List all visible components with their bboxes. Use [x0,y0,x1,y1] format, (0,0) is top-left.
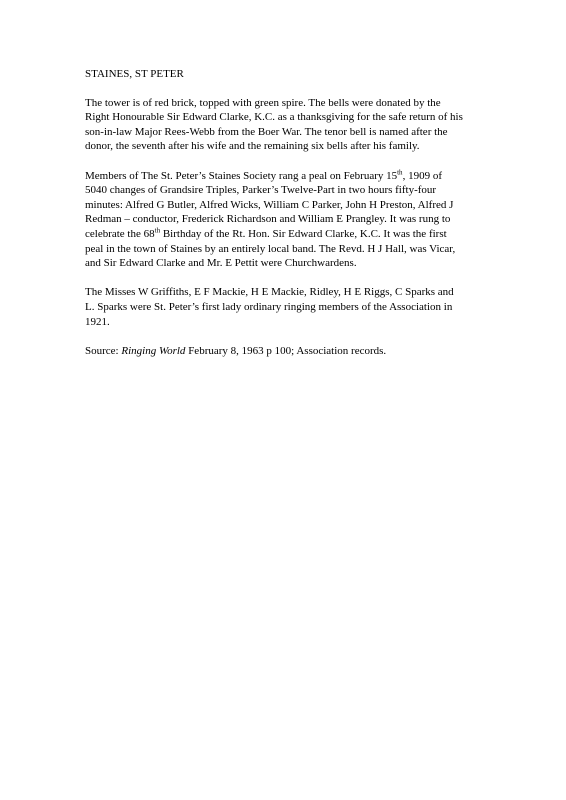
text-line: peal in the town of Staines by an entirely local band. The Revd. H J Hall, was Vicar, [85,242,456,255]
text-line [85,169,485,184]
text-line: The tower is of red brick, topped with green spire. The bells were donated by the [85,96,441,109]
text-line: 1921. [85,315,110,328]
paragraph-tower-description [85,96,485,154]
source-publication: Ringing World [121,344,186,357]
document-body [85,67,485,373]
text-run: Members of The St. Peter’s Staines Society rang a peal on February 15 [85,169,398,182]
text-line: son-in-law Major Rees-Webb from the Boer War. The tenor bell is named after the [85,125,448,138]
text-line: The Misses W Griffiths, E F Mackie, H E Mackie, Ridley, H E Riggs, C Sparks and [85,286,454,299]
text-line: L. Sparks were St. Peter’s first lady ordinary ringing members of the Association in [85,300,453,313]
document-title: STAINES, ST PETER [85,68,184,80]
ordinal-suffix: th [397,167,403,176]
text-line: minutes: Alfred G Butler, Alfred Wicks, William C Parker, John H Preston, Alfred J [85,198,454,211]
text-run: , 1909 of [402,169,442,182]
text-line [85,227,485,242]
source-label: Source: [85,344,122,357]
text-line: 5040 changes of Grandsire Triples, Parker’s Twelve-Part in two hours fifty-four [85,184,437,197]
paragraph-peal-record [85,169,485,271]
text-line: Redman – conductor, Frederick Richardson and William E Prangley. It was rung to [85,213,451,226]
text-line: and Sir Edward Clarke and Mr. E Pettit were Churchwardens. [85,257,357,270]
text-line: donor, the seventh after his wife and the remaining six bells after his family. [85,140,420,153]
text-run: celebrate the 68 [85,227,155,240]
text-line: Right Honourable Sir Edward Clarke, K.C. as a thanksgiving for the safe return of his [85,111,463,124]
paragraph-lady-ringers [85,285,485,329]
source-details: February 8, 1963 p 100; Association records. [185,344,387,357]
source-citation [85,344,485,359]
text-run: Birthday of the Rt. Hon. Sir Edward Clarke, K.C. It was the first [160,227,447,240]
ordinal-suffix: th [154,226,161,235]
